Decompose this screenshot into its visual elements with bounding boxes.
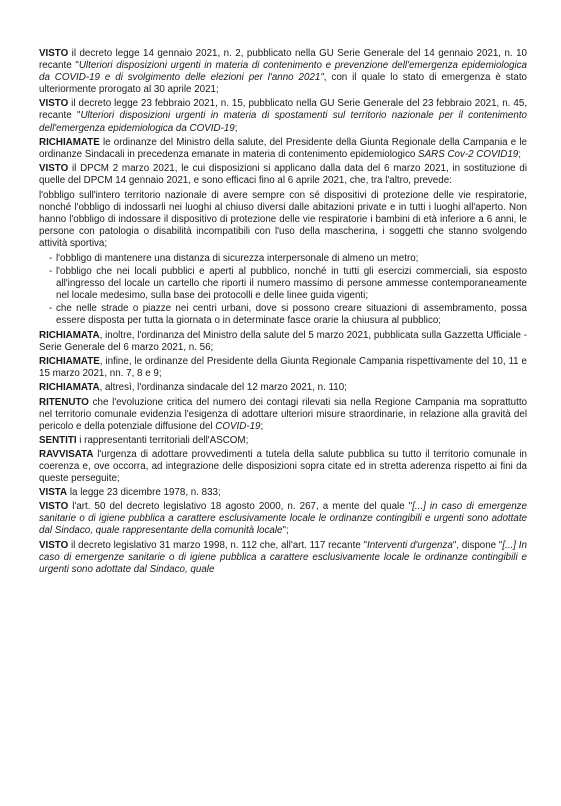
italic-text: Interventi d'urgenza — [367, 539, 453, 551]
italic-text: [...] in caso di emergenze sanitarie o di igiene pubblica a carattere esclusivamente locale le ordinanze contingibili e urgenti sono adottate dal Sindaco, quale rappresentante della comunità locale — [39, 501, 527, 537]
paragraph-ravvisata — [39, 449, 527, 485]
keyword: VISTO — [39, 48, 69, 59]
italic-text: SARS Cov-2 COVID19 — [418, 148, 519, 160]
paragraph-sentiti — [39, 435, 527, 447]
paragraph-obbligo-mascherina: l'obbligo sull'intero territorio nazionale di avere sempre con sé dispositivi di protezione delle vie respiratorie, nonché l'obbligo di indossarli nei luoghi al chiuso diversi dalle abitazioni private e in tutti i luoghi all'aperto. Non hanno l'obbligo di indossare il dispositivo di protezione delle vie respiratorie i bambini di età inferiore a 6 anni, le persone con patologia o disabilità incompatibili con l'uso della mascherina, i soggetti che stanno svolgendo attività sportiva; — [39, 190, 527, 250]
text: ; — [518, 148, 521, 160]
paragraph-visto-art-50 — [39, 501, 527, 537]
text: i rappresentanti territoriali dell'ASCOM; — [76, 434, 249, 446]
italic-text: Ulteriori disposizioni urgenti in materia di spostamenti sul territorio nazionale per il contenimento dell'emergenza epidemiologica da COVID-19 — [39, 110, 527, 134]
keyword: SENTITI — [39, 434, 77, 446]
paragraph-richiamata-ordinanza-ministro — [39, 330, 527, 354]
text: il decreto legge 23 febbraio 2021, n. 15, pubblicato nella GU Serie Generale del 23 febbraio 2021, n. 45, recante " — [39, 98, 527, 122]
paragraph-ritenuto — [39, 397, 527, 433]
dash-bullet: - — [49, 302, 53, 314]
keyword: VISTO — [39, 539, 69, 551]
text: il decreto legislativo 31 marzo 1998, n. 112 che, all'art. 117 recante " — [68, 539, 368, 551]
text: ; — [260, 420, 264, 432]
keyword: VISTO — [39, 98, 69, 110]
list-item — [49, 303, 527, 327]
list-item-text: l'obbligo di mantenere una distanza di sicurezza interpersonale di almeno un metro; — [56, 252, 419, 264]
dash-list — [39, 253, 527, 328]
paragraph-visto-dl-2-2021 — [39, 48, 527, 96]
keyword: RICHIAMATE — [39, 356, 100, 368]
text: che l'evoluzione critica del numero dei contagi rilevati sia nella Regione Campania ma soprattutto nel territorio comunale evidenzia l'esigenza di adottare ulteriori misure straordinarie, in relazione alla gravità del pericolo e della potenziale diffusione del — [39, 396, 527, 432]
text: ", dispone " — [452, 539, 503, 551]
text: ; — [234, 122, 238, 134]
keyword: VISTA — [39, 487, 68, 499]
italic-text: COVID-19 — [215, 420, 261, 432]
dash-bullet: - — [49, 252, 53, 264]
keyword: VISTO — [39, 162, 69, 174]
text: , inoltre, l'ordinanza del Ministro della salute del 5 marzo 2021, pubblicata sulla Gazzetta Ufficiale - Serie Generale del 6 marzo 2021, n. 56; — [39, 330, 527, 354]
text: l'urgenza di adottare provvedimenti a tutela della salute pubblica su tutto il territorio comunale in coerenza e, ove occorra, ad integrazione delle disposizioni sopra citate ed in stretta aderenza rispetto ai fini da queste perseguite; — [39, 448, 527, 485]
text: "; — [282, 525, 289, 537]
paragraph-visto-dlgs-112 — [39, 540, 527, 576]
keyword: VISTO — [39, 501, 69, 513]
text: , con il quale lo stato di emergenza è stato ulteriormente prorogato al 30 aprile 2021; — [39, 72, 527, 96]
keyword: RICHIAMATA — [39, 330, 100, 342]
list-item — [49, 253, 527, 265]
list-item-text: l'obbligo che nei locali pubblici e aperti al pubblico, nonché in tutti gli esercizi commerciali, sia esposto all'ingresso del locale un cartello che riporti il numero massimo di persone ammesse contemporaneamente nel locale medesimo, sulla base dei protocolli e delle linee guida vigenti; — [56, 265, 527, 301]
paragraph-richiamate-ordinanze-regionali — [39, 356, 527, 380]
text: l'art. 50 del decreto legislativo 18 agosto 2000, n. 267, a mente del quale " — [68, 501, 413, 513]
list-item — [49, 266, 527, 302]
keyword: RICHIAMATE — [39, 136, 100, 148]
text: la legge 23 dicembre 1978, n. 833; — [67, 487, 221, 499]
list-item-text: che nelle strade o piazze nei centri urbani, dove si possono creare situazioni di assembramento, possa essere disposta per tutta la giornata o in determinate fasce orarie la chiusura al pubblico; — [56, 302, 527, 326]
text: le ordinanze del Ministro della salute, del Presidente della Giunta Regionale della Campania e le ordinanze Sindacali in precedenza emanate in materia di contenimento epidemiologico — [39, 136, 527, 160]
paragraph-vista-legge-833 — [39, 487, 527, 499]
paragraph-richiamata-ordinanza-sindacale — [39, 382, 527, 394]
paragraph-visto-dpcm — [39, 163, 527, 187]
text: , infine, le ordinanze del Presidente della Giunta Regionale Campania rispettivamente del 10, 11 e 15 marzo 2021, nn. 7, 8 e 9; — [39, 356, 527, 380]
keyword: RAVVISATA — [39, 448, 94, 460]
paragraph-richiamate-ordinanze — [39, 137, 527, 161]
paragraph-visto-dl-15-2021 — [39, 98, 527, 134]
keyword: RICHIAMATA — [39, 382, 100, 394]
keyword: RITENUTO — [39, 396, 89, 408]
italic-text: Ulteriori disposizioni urgenti in materia di contenimento e prevenzione dell'emergenza epidemiologica da COVID-19 e di svolgimento delle elezioni per l'anno 2021" — [39, 60, 527, 84]
dash-bullet: - — [49, 265, 53, 277]
text: , altresì, l'ordinanza sindacale del 12 marzo 2021, n. 110; — [99, 382, 347, 394]
italic-text: [...] In caso di emergenze sanitarie o di igiene pubblica a carattere esclusivamente locale le ordinanze contingibili e urgenti sono adottate dal Sindaco, quale — [39, 539, 527, 575]
text: il decreto legge 14 gennaio 2021, n. 2, pubblicato nella GU Serie Generale del 14 gennaio 2021, n. 10 recante " — [39, 48, 527, 72]
text: il DPCM 2 marzo 2021, le cui disposizioni si applicano dalla data del 6 marzo 2021, in sostituzione di quelle del DPCM 14 gennaio 2021, e sono efficaci fino al 6 aprile 2021, che, tra l'altro, prevede: — [39, 162, 527, 186]
